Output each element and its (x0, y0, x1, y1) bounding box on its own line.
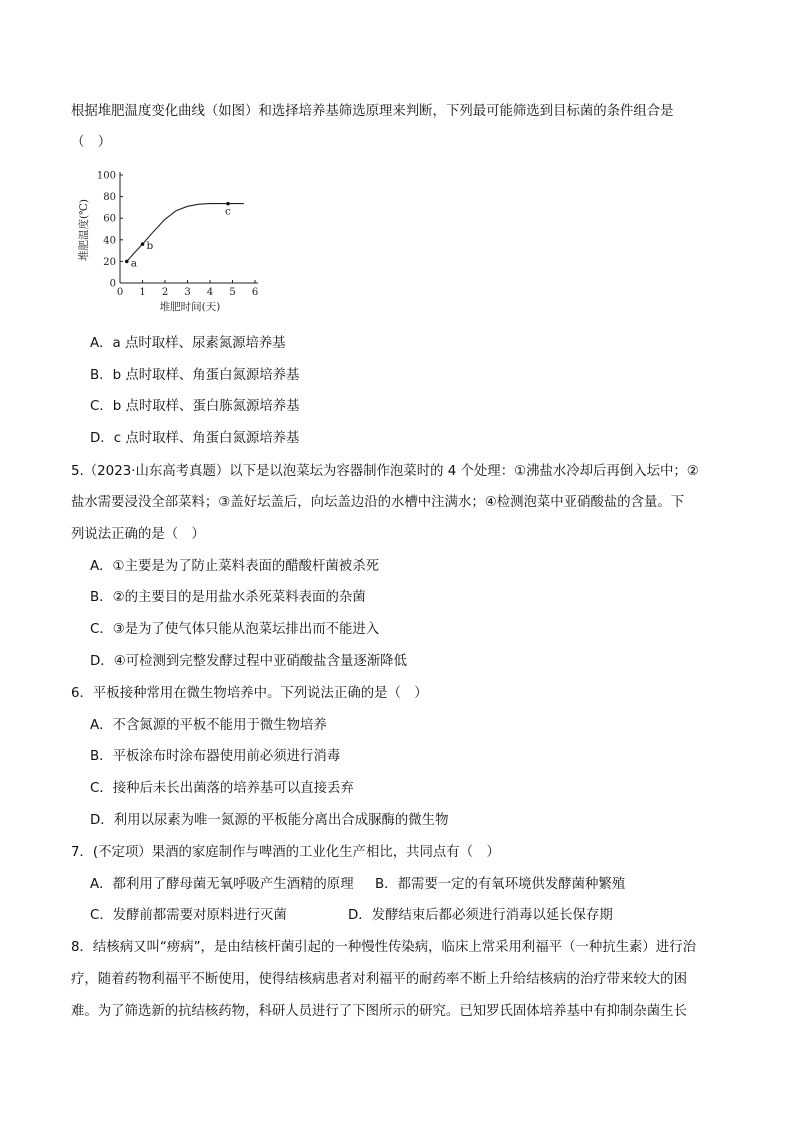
point-a-marker (125, 260, 129, 264)
q7-option-b: B．都需要一定的有氧环境供发酵菌种繁殖 (375, 877, 626, 892)
question-8-stem-line-1: 8．结核病又叫“痨病”，是由结核杆菌引起的一种慢性传染病，临床上常采用利福平（一种抗生素）进行治 (71, 940, 696, 955)
y-tick-label: 100 (96, 170, 116, 182)
question-5-stem-line-2: 盐水需要浸没全部菜料；③盖好坛盖后，向坛盖边沿的水槽中注满水；④检测泡菜中亚硝酸盐的含量。下 (71, 495, 685, 510)
point-b-label: b (146, 240, 154, 253)
question-4-stem-line-1: 根据堆肥温度变化曲线（如图）和选择培养基筛选原理来判断，下列最可能筛选到目标菌的条件组合是 (71, 104, 674, 119)
compost-temperature-chart (74, 168, 269, 318)
y-tick-label: 40 (103, 235, 116, 247)
chart-x-axis-label: 堆肥时间(天) (159, 301, 221, 313)
question-8-stem-line-2: 疗，随着药物利福平不断使用，使得结核病患者对利福平的耐药率不断上升给结核病的治疗带来较大的困 (71, 972, 687, 987)
q6-option-b: B．平板涂布时涂布器使用前必须进行消毒 (90, 749, 341, 764)
question-6-stem: 6．平板接种常用在微生物培养中。下列说法正确的是（ ） (71, 686, 428, 701)
q4-option-b: B．b 点时取样、角蛋白氮源培养基 (90, 368, 300, 383)
q4-option-c: C．b 点时取样、蛋白胨氮源培养基 (90, 399, 300, 414)
q7-option-a: A．都利用了酵母菌无氧呼吸产生酒精的原理 (90, 877, 354, 892)
q5-option-b: B．②的主要目的是用盐水杀死菜料表面的杂菌 (90, 590, 366, 605)
q5-option-c: C．③是为了使气体只能从泡菜坛排出而不能进入 (90, 622, 380, 637)
question-5-stem-line-3: 列说法正确的是（ ） (71, 527, 205, 542)
x-tick-label: 0 (116, 287, 124, 298)
chart-axes (120, 172, 258, 283)
chart-ticks (97, 171, 258, 299)
question-7-stem: 7．(不定项）果酒的家庭制作与啤酒的工业化生产相比，共同点有（ ） (71, 845, 500, 860)
q7-option-c: C．发酵前都需要对原料进行灭菌 (90, 908, 287, 923)
q6-option-a: A．不含氮源的平板不能用于微生物培养 (90, 718, 327, 733)
point-a-label: a (130, 257, 138, 270)
y-tick-label: 80 (103, 192, 116, 204)
question-8-stem-line-3: 难。为了筛选新的抗结核药物，科研人员进行了下图所示的研究。已知罗氏固体培养基中有抑制杂菌生长 (71, 1004, 687, 1019)
chart-y-axis-label: 堆肥温度(℃) (78, 199, 90, 261)
x-tick-label: 5 (229, 287, 236, 298)
y-tick-label: 20 (103, 256, 116, 268)
question-5-stem-line-1: 5.（2023·山东高考真题）以下是以泡菜坛为容器制作泡菜时的 4 个处理：①沸盐水冷却后再倒入坛中；② (71, 464, 699, 479)
x-tick-label: 2 (161, 287, 169, 298)
q4-option-a: A．a 点时取样、尿素氮源培养基 (90, 336, 286, 351)
chart-points (125, 202, 231, 270)
y-tick-label: 60 (103, 213, 116, 225)
point-b-marker (141, 242, 145, 246)
x-tick-label: 1 (139, 287, 146, 298)
x-tick-label: 6 (251, 287, 259, 298)
q6-option-c: C．接种后未长出菌落的培养基可以直接丢弃 (90, 781, 354, 796)
question-4-stem-line-2: （ ） (71, 135, 112, 150)
point-c-label: c (225, 205, 231, 218)
x-tick-label: 4 (206, 287, 214, 298)
y-tick-label: 0 (109, 278, 116, 290)
q6-option-d: D．利用以尿素为唯一氮源的平板能分离出合成脲酶的微生物 (90, 813, 449, 828)
x-tick-label: 3 (184, 287, 191, 298)
q5-option-a: A．①主要是为了防止菜料表面的醋酸杆菌被杀死 (90, 559, 379, 574)
q5-option-d: D．④可检测到完整发酵过程中亚硝酸盐含量逐渐降低 (90, 654, 407, 669)
q7-option-d: D．发酵结束后都必须进行消毒以延长保存期 (348, 908, 613, 923)
q4-option-d: D．c 点时取样、角蛋白氮源培养基 (90, 431, 300, 446)
